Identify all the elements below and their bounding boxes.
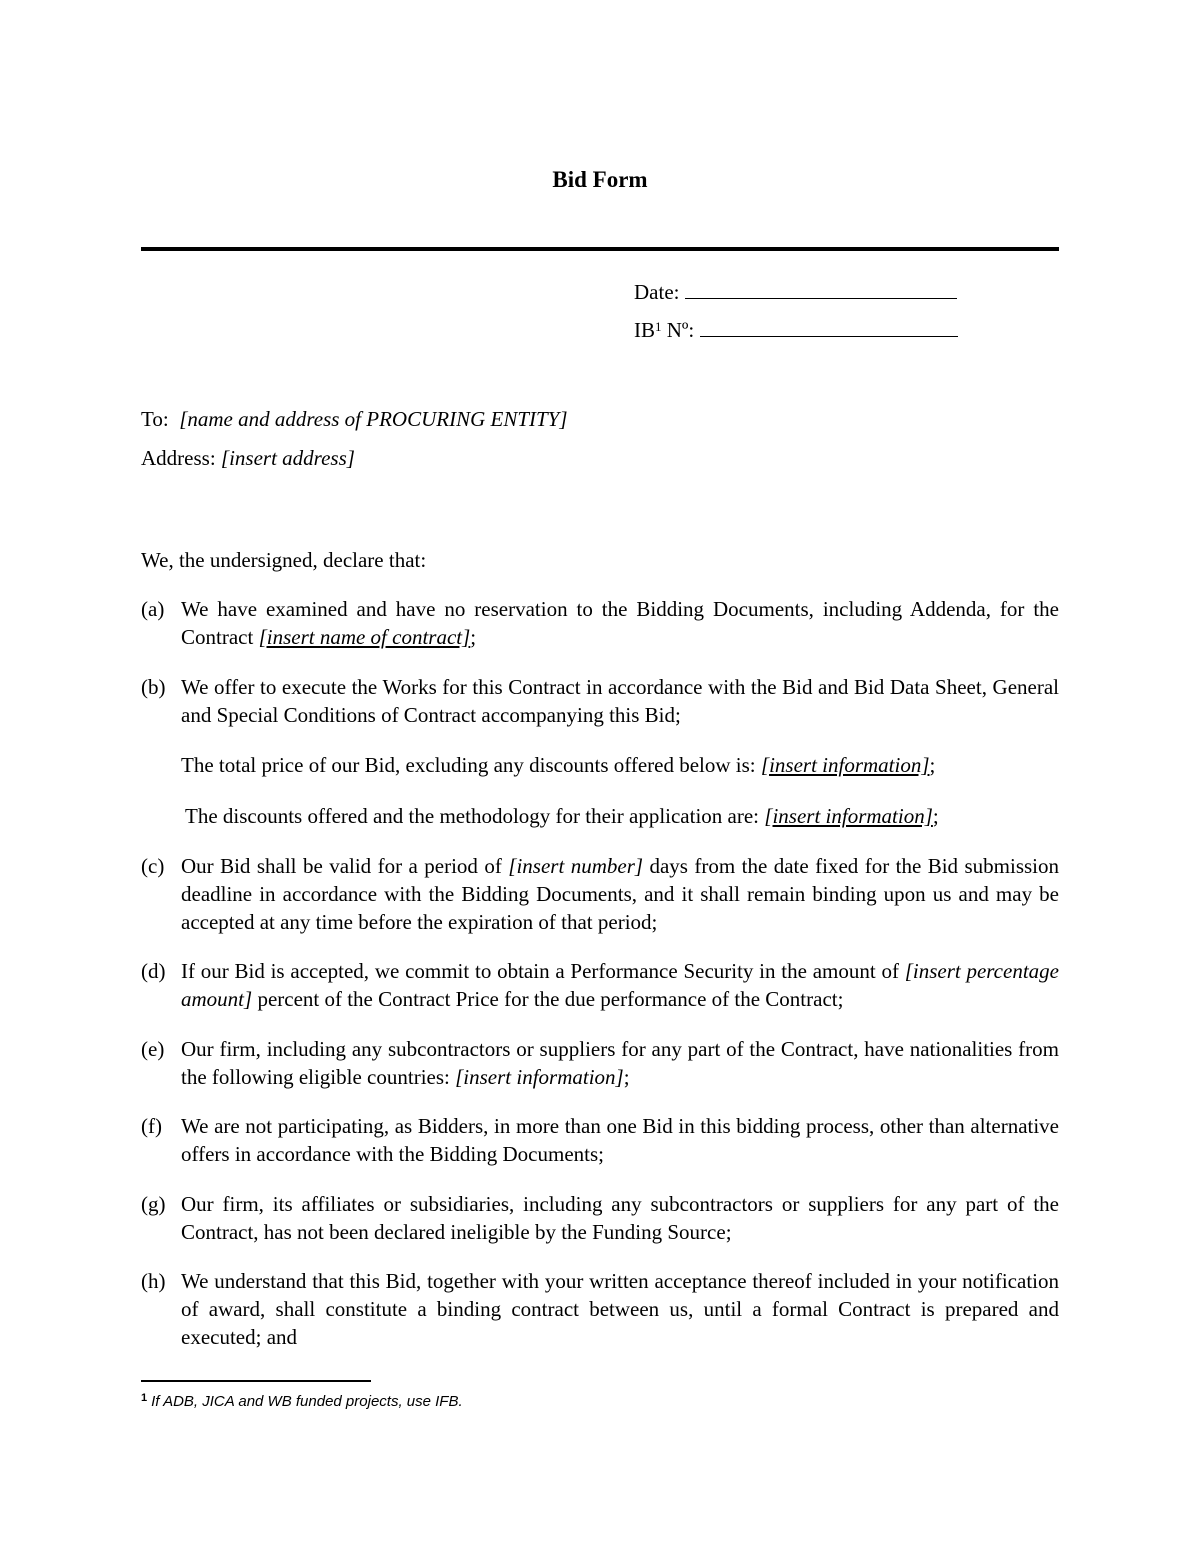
date-label: Date: [634,280,680,304]
clause-g-text: Our firm, its affiliates or subsidiaries, including any subcontractors or suppliers for any part of the Contract, has not been declared ineligible by the Funding Source; [181,1192,1059,1244]
to-line [141,405,568,433]
clause-f-label: (f) [141,1114,162,1138]
total-price-placeholder: [insert information] [760,753,930,777]
discounts-text-after: ; [932,804,939,828]
clause-c-text-after: days from the date fixed for the Bid submission deadline in accordance with the Bidding Documents, and it shall remain binding upon us and may be accepted at any time before the expiration of that period; [181,854,1059,934]
ib-number-line [634,316,958,344]
clause-f [141,1112,1059,1168]
clause-g [141,1190,1059,1246]
clause-c-placeholder: [insert number] [508,854,644,878]
title-divider [141,247,1059,251]
clause-b-text: We offer to execute the Works for this Contract in accordance with the Bid and Bid Data Sheet, General and Special Conditions of Contract accompanying this Bid; [181,675,1059,727]
ib-number-field[interactable] [700,318,958,337]
address-placeholder: [insert address] [220,446,355,470]
clause-a-placeholder: [insert name of contract] [258,625,471,649]
clause-b-label: (b) [141,675,166,699]
footnote-marker: 1 [141,1392,148,1404]
ib-label-prefix: IB [634,318,655,342]
clause-d [141,957,1059,1013]
clause-e-placeholder: [insert information] [455,1065,624,1089]
to-placeholder: [name and address of PROCURING ENTITY] [179,407,568,431]
clause-a-text [181,595,1059,651]
ib-footnote-ref: 1 [655,319,662,334]
date-line [634,278,957,306]
clause-c-text-before: Our Bid shall be valid for a period of [181,854,509,878]
clause-h [141,1267,1059,1351]
clause-b [141,673,1059,729]
clause-c [141,852,1059,936]
address-line [141,444,355,472]
clause-e-text-before: Our firm, including any subcontractors or suppliers for any part of the Contract, have nationalities from the following eligible countries: [181,1037,1059,1089]
clause-c-text [181,852,1059,936]
clause-d-text-after: percent of the Contract Price for the due performance of the Contract; [252,987,844,1011]
total-price-text-after: ; [929,753,936,777]
clause-d-label: (d) [141,959,166,983]
clause-h-label: (h) [141,1269,166,1293]
clause-a-label: (a) [141,597,165,621]
clause-a [141,595,1059,651]
clause-b-discounts [185,802,1063,830]
clause-b-total-price [181,751,1059,779]
date-field[interactable] [685,280,957,299]
discounts-text: The discounts offered and the methodology for their application are: [185,804,765,828]
page-title: Bid Form [552,167,648,192]
clause-c-label: (c) [141,854,165,878]
clause-e [141,1035,1059,1091]
clause-e-text-after: ; [623,1065,630,1089]
clause-e-label: (e) [141,1037,165,1061]
ib-label-suffix: Nº: [661,318,695,342]
clause-d-text [181,957,1059,1013]
footnote-text: If ADB, JICA and WB funded projects, use IFB. [151,1393,463,1410]
clause-d-text-before: If our Bid is accepted, we commit to obtain a Performance Security in the amount of [181,959,905,983]
clause-a-text-after: ; [470,625,477,649]
declaration-intro: We, the undersigned, declare that: [141,548,427,572]
address-label: Address: [141,446,216,470]
clause-d-placeholder: [insert percentage amount] [181,959,1059,1011]
clause-f-text: We are not participating, as Bidders, in more than one Bid in this bidding process, other than alternative offers in accordance with the Bidding Documents; [181,1114,1059,1166]
clause-g-label: (g) [141,1192,166,1216]
clause-a-text-before: We have examined and have no reservation to the Bidding Documents, including Addenda, for the Contract [181,597,1059,649]
to-label: To: [141,407,169,431]
clause-e-text [181,1035,1059,1091]
discounts-placeholder: [insert information] [764,804,933,828]
footnote [141,1388,463,1416]
clause-h-text: We understand that this Bid, together with your written acceptance thereof included in your notification of award, shall constitute a binding contract between us, until a formal Contract is prepared and executed; and [181,1269,1059,1349]
total-price-text: The total price of our Bid, excluding any discounts offered below is: [181,753,761,777]
footnote-divider [141,1380,371,1382]
